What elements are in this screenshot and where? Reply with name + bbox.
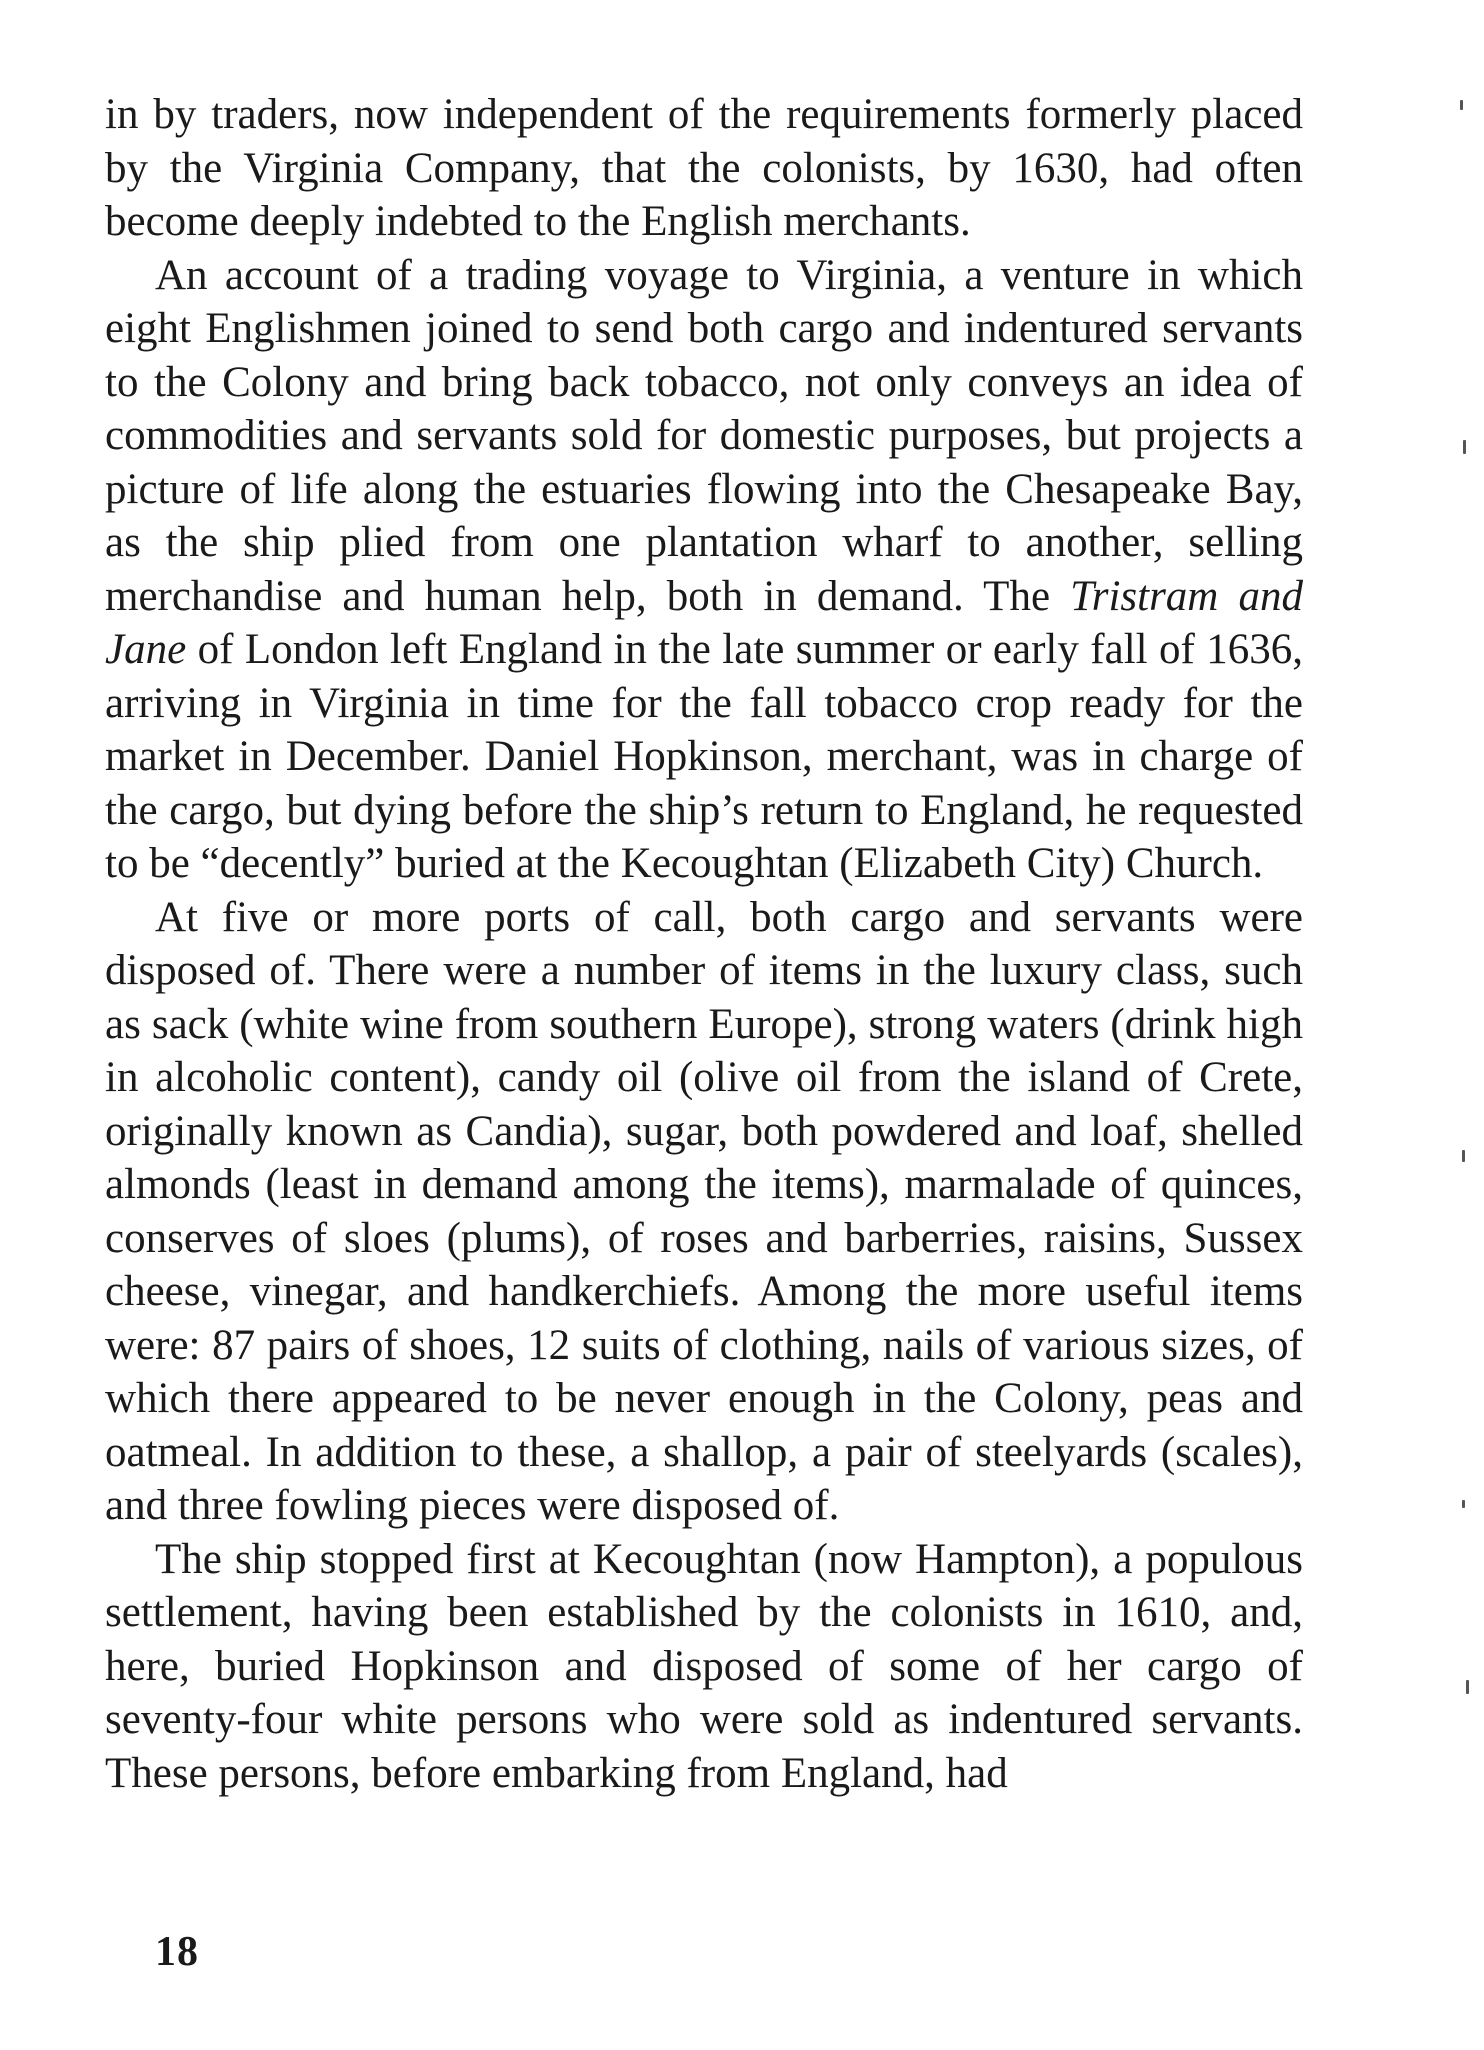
paragraph-3: At five or more ports of call, both cargo and servants were disposed of. There were a number of items in the luxury class, such as sack (white wine from southern Europe), strong waters (drink high in alcoholic content), candy oil (olive oil from the island of Crete, originally known as Candia), sugar, both powdered and loaf, shelled almonds (least in demand among the items), marmalade of quinces, conserves of sloes (plums), of roses and barberries, raisins, Sussex cheese, vinegar, and handkerchiefs. Among the more useful items were: 87 pairs of shoes, 12 suits of clothing, nails of various sizes, of which there appeared to be never enough in the Colony, peas and oatmeal. In addition to these, a shallop, a pair of steelyards (scales), and three fowling pieces were disposed of. [105,893,1303,1529]
page-number: 18 [155,1929,199,1975]
scan-speck [1466,1680,1469,1694]
paragraph-2-rest: of London left England in the late summer or early fall of 1636, arriving in Virginia in time for the fall tobacco crop ready for the market in December. Daniel Hopkinson, merchant, was in charge of the cargo, but dying before the ship’s return to England, he requested to be “decently” buried at the Kecoughtan (Elizabeth City) Church. [105,626,1303,887]
paragraph-2 [105,249,1303,891]
ship-name: Tristram and Jane [105,572,1304,673]
paragraph-2-lead: The [983,572,1071,620]
scan-speck [1462,1500,1465,1508]
paragraph-4: The ship stopped first at Kecoughtan (now Hampton), a populous settlement, having been established by the colonists in 1610, and, here, buried Hopkinson and disposed of some of her cargo of seventy-four white persons who were sold as indentured servants. These persons, before embarking from England, had [105,1535,1303,1797]
scan-speck [1463,440,1466,454]
scan-speck [1462,1150,1465,1162]
page-body [105,88,1303,1800]
scan-speck [1460,100,1463,110]
paragraph-1: in by traders, now independent of the requirements formerly placed by the Virginia Company, that the colonists, by 1630, had often become deeply indebted to the English merchants. [105,91,1303,245]
paragraph-2-text: An account of a trading voyage to Virginia, a venture in which eight Englishmen joined to send both cargo and indentured servants to the Colony and bring back tobacco, not only conveys an idea of commodities and servants sold for domestic purposes, but projects a picture of life along the estuaries flowing into the Chesapeake Bay, as the ship plied from one plantation wharf to another, selling merchandise and human help, both in demand. [105,251,1303,620]
